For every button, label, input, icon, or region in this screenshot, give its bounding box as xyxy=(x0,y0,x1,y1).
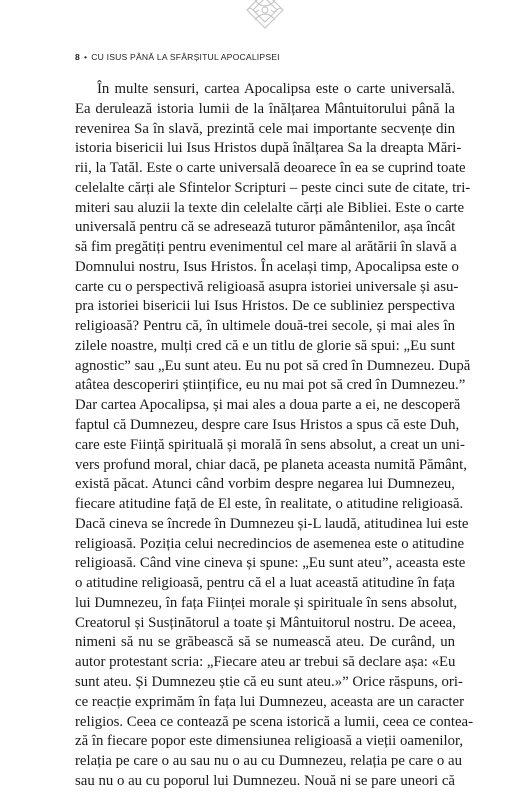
page-number: 8 xyxy=(75,52,80,62)
text-line: celelalte cărți ale Sfintelor Scripturi – peste cinci sute de citate, tri- xyxy=(75,179,471,196)
text-line: relația pe care o au sau nu o au cu Dumnezeu, relația pe care o au xyxy=(75,753,462,770)
text-line: religioasă. Poziția celui necredincios de asemenea este o atitudine xyxy=(75,535,465,552)
text-line: lui Dumnezeu, în fața Ființei morale și spirituale în sens absolut, xyxy=(75,594,458,611)
text-line: ză în fiecare popor este dimensiunea religioasă a vieții oamenilor, xyxy=(75,733,464,750)
text-line: religioasă. Când vine cineva și spune: „Eu sunt ateu”, aceasta este xyxy=(75,555,466,572)
text-line: pra istoriei bisericii lui Isus Hristos. De ce subliniez perspectiva xyxy=(75,298,455,315)
text-line: Domnului nostru, Isus Hristos. În același timp, Apocalipsa este o xyxy=(75,258,459,275)
text-line: există păcat. Atunci când vorbim despre negarea lui Dumnezeu, xyxy=(75,476,455,493)
text-line: Ea derulează istoria lumii de la înălțarea Mântuitorului până la xyxy=(75,100,455,117)
text-line: Dar cartea Apocalipsa, și mai ales a doua parte a ei, ne descoperă xyxy=(75,397,461,414)
text-line: nimeni să nu se grăbească să se numească ateu. De curând, un xyxy=(75,634,455,651)
text-line: carte cu o perspectivă religioasă asupra istoriei universale și asu- xyxy=(75,278,459,295)
running-header xyxy=(75,52,280,62)
text-line: să fim pregătiți pentru evenimentul cel mare al arătării în slavă a xyxy=(75,239,457,256)
text-line: sau nu o au cu poporul lui Dumnezeu. Nouă ni se pare uneori că xyxy=(75,772,455,789)
book-title: CU ISUS PÂNĂ LA SFÂRȘITUL APOCALIPSEI xyxy=(91,52,280,62)
decorative-knot-ornament-icon xyxy=(233,0,297,36)
body-paragraph xyxy=(75,80,474,792)
text-line: atâtea descoperiri științifice, eu nu mai pot să cred în Dumnezeu.” xyxy=(75,377,466,394)
text-line: zilele noastre, mulți cred că e un titlu de glorie să spui: „Eu sunt xyxy=(75,337,455,354)
text-line: rii, la Tatăl. Este o carte universală deoarece în ea se cuprind toate xyxy=(75,160,466,177)
text-line: revenirea Sa în slavă, prezintă cele mai importante secvențe din xyxy=(75,120,455,137)
text-line: universală pentru că se adresează tuturor pământenilor, așa încât xyxy=(75,219,456,236)
text-line: fiecare atitudine față de El este, în realitate, o atitudine religioasă. xyxy=(75,496,464,513)
text-line: Creatorul și Susținătorul a toate și Mântuitorul nostru. De aceea, xyxy=(75,614,456,631)
text-line: autor protestant scria: „Fiecare ateu ar trebui să declare așa: «Eu xyxy=(75,654,456,671)
text-line: o atitudine religioasă, pentru că el a luat această atitudine în fața xyxy=(75,575,455,592)
text-line: religioasă? Pentru că, în ultimele două-trei secole, și mai ales în xyxy=(75,318,455,335)
text-line: istoria bisericii lui Isus Hristos după înălțarea Sa la dreapta Mări- xyxy=(75,140,462,157)
text-line: Dacă cineva se încrede în Dumnezeu și-L laudă, atitudinea lui este xyxy=(75,515,469,532)
header-separator: • xyxy=(83,52,88,62)
text-line: religios. Ceea ce contează pe scena istorică a lumii, ceea ce contea- xyxy=(75,713,474,730)
text-line: faptul că Dumnezeu, despre care Isus Hristos a spus că este Duh, xyxy=(75,417,460,434)
text-line: sunt ateu. Și Dumnezeu știe că eu sunt ateu.»” Orice răspuns, ori- xyxy=(75,673,463,690)
text-line: agnostic” sau „Eu sunt ateu. Eu nu pot să cred în Dumnezeu. După xyxy=(75,357,471,374)
text-line: care este Ființă spirituală și morală în sens absolut, a creat un uni- xyxy=(75,436,465,453)
text-line: În multe sensuri, cartea Apocalipsa este o carte universală. xyxy=(97,81,455,97)
text-line: ce reacție exprimăm în fața lui Dumnezeu, aceasta are un caracter xyxy=(75,693,465,710)
text-line: miteri sau aluzii la texte din celelalte cărți ale Bibliei. Este o carte xyxy=(75,199,465,216)
text-line: vers profund moral, chiar dacă, pe planeta aceasta numită Pământ, xyxy=(75,456,467,473)
